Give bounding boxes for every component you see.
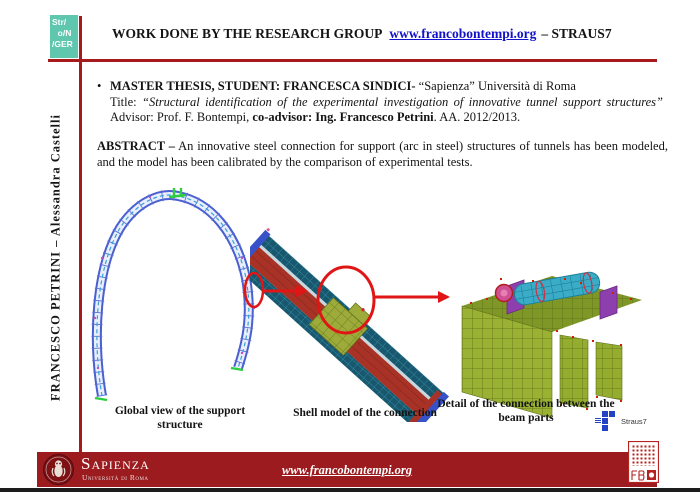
horizontal-red-rule bbox=[48, 59, 657, 62]
arch-node-dots bbox=[94, 196, 255, 369]
beam-shell-figure bbox=[250, 222, 470, 422]
header-title: WORK DONE BY THE RESEARCH GROUP bbox=[112, 26, 383, 41]
thesis-coadvisor: co-advisor: Ing. Francesco Petrini bbox=[252, 110, 434, 124]
purple-plate-right bbox=[600, 286, 617, 319]
stronger-logo-line3: /GER bbox=[52, 39, 73, 50]
sapienza-subtitle: Università di Roma bbox=[82, 473, 149, 482]
straus7-label: Straus7 bbox=[621, 417, 647, 426]
beam-caption: Shell model of the connection bbox=[293, 407, 437, 419]
thesis-affiliation: “Sapienza” Università di Roma bbox=[415, 79, 576, 93]
bottom-border-line bbox=[0, 488, 700, 492]
header-link[interactable]: www.francobontempi.org bbox=[389, 26, 537, 41]
thesis-advisor: Advisor: Prof. F. Bontempi, bbox=[110, 110, 253, 124]
thesis-intro: MASTER THESIS, STUDENT: FRANCESCA SINDICI- bbox=[110, 79, 416, 93]
fbo-seal-logo bbox=[628, 441, 659, 483]
slide-header bbox=[112, 26, 672, 42]
thesis-title-line bbox=[110, 95, 663, 126]
detail-caption: Detail of the connection between the beam parts bbox=[437, 398, 615, 424]
bullet-glyph: • bbox=[97, 79, 102, 93]
arch-model-figure bbox=[90, 188, 270, 403]
vertical-red-rule bbox=[79, 16, 82, 452]
thesis-title: “Structural identification of the experimental investigation of innovative tunnel support structures” bbox=[142, 94, 663, 109]
thesis-title-label: Title: bbox=[110, 94, 143, 109]
abstract-text: An innovative steel connection for support (arc in steel) structures of tunnels has been modeled, and the model has been calibrated by the comparison of experimental tests. bbox=[97, 139, 668, 169]
footer-bar bbox=[37, 452, 657, 487]
stronger-logo bbox=[50, 15, 78, 58]
thesis-block bbox=[97, 79, 663, 126]
sapienza-logo bbox=[43, 454, 74, 485]
sapienza-wordmark: Sapienza bbox=[81, 454, 150, 473]
abstract-label: ABSTRACT – bbox=[97, 139, 175, 153]
thesis-line1 bbox=[110, 79, 663, 95]
sidebar-authors: FRANCESCO PETRINI – Alessandra Castelli bbox=[48, 114, 63, 401]
header-suffix: – STRAUS7 bbox=[541, 26, 612, 41]
footer-link[interactable]: www.francobontempi.org bbox=[281, 463, 413, 477]
stronger-logo-line1: Str/ bbox=[52, 17, 67, 27]
abstract-block bbox=[97, 138, 668, 170]
stronger-logo-line2: o/N bbox=[57, 28, 72, 39]
straus7-icon bbox=[595, 411, 616, 432]
thesis-year: . AA. 2012/2013. bbox=[433, 110, 521, 124]
arch-caption: Global view of the support structure bbox=[114, 405, 246, 431]
